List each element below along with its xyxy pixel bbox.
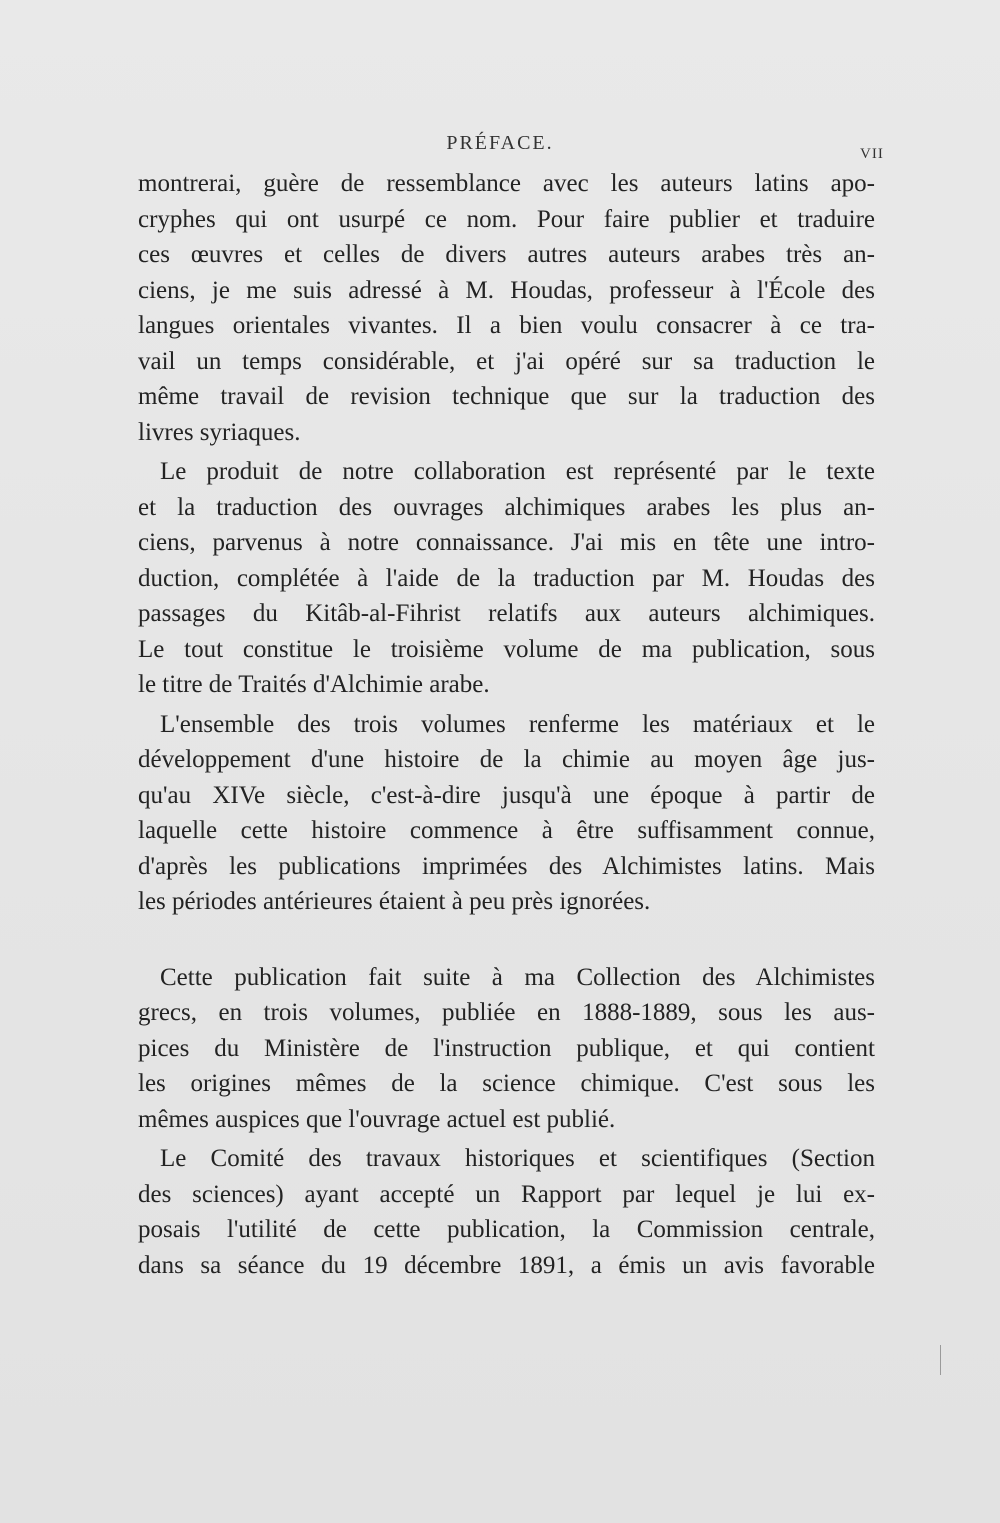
text-line: vail un temps considérable, et j'ai opéré sur sa traduction le — [138, 347, 875, 375]
paragraph-4 — [138, 960, 875, 1138]
text-line: développement d'une histoire de la chimie au moyen âge jus- — [138, 746, 875, 773]
section-break — [138, 924, 875, 960]
text-line: posais l'utilité de cette publication, la Commission centrale, — [138, 1216, 875, 1243]
text-line: dans sa séance du 19 décembre 1891, a émis un avis favorable — [138, 1251, 875, 1279]
text-line: Le Comité des travaux historiques et scientifiques (Section — [160, 1145, 875, 1172]
text-line: grecs, en trois volumes, publiée en 1888-1889, sous les aus- — [138, 999, 875, 1026]
text-line: même travail de revision technique que sur la traduction des — [138, 383, 875, 410]
text-line: le titre de Traités d'Alchimie arabe. — [138, 671, 490, 698]
text-line: ciens, parvenus à notre connaissance. J'ai mis en tête une intro- — [138, 529, 875, 556]
text-line: montrerai, guère de ressemblance avec les auteurs latins apo- — [138, 170, 875, 197]
text-line: Le tout constitue le troisième volume de ma publication, sous — [138, 635, 875, 663]
text-line: Cette publication fait suite à ma Collection des Alchimistes — [160, 963, 875, 991]
text-line: duction, complétée à l'aide de la traduction par M. Houdas des — [138, 564, 875, 592]
text-line: pices du Ministère de l'instruction publique, et qui contient — [138, 1034, 875, 1062]
text-line: et la traduction des ouvrages alchimiques arabes les plus an- — [138, 493, 875, 521]
text-line: L'ensemble des trois volumes renferme les matériaux et le — [160, 710, 875, 738]
paragraph-5 — [138, 1141, 875, 1283]
paragraph-1 — [138, 166, 875, 450]
body-text — [138, 166, 875, 1287]
text-line: d'après les publications imprimées des Alchimistes latins. Mais — [138, 852, 875, 880]
text-line: cryphes qui ont usurpé ce nom. Pour faire publier et traduire — [138, 205, 875, 233]
text-line: ces œuvres et celles de divers autres auteurs arabes très an- — [138, 241, 875, 268]
text-line: ciens, je me suis adressé à M. Houdas, professeur à l'École des — [138, 276, 875, 304]
running-head: PRÉFACE. — [446, 132, 554, 154]
page-number: VII — [860, 146, 884, 162]
text-line: langues orientales vivantes. Il a bien voulu consacrer à ce tra- — [138, 312, 875, 339]
paragraph-3 — [138, 707, 875, 920]
text-line: les origines mêmes de la science chimique. C'est sous les — [138, 1070, 875, 1097]
text-line: laquelle cette histoire commence à être suffisamment connue, — [138, 817, 875, 844]
text-line: livres syriaques. — [138, 418, 301, 446]
text-line: Le produit de notre collaboration est représenté par le texte — [160, 458, 875, 485]
text-line: des sciences) ayant accepté un Rapport par lequel je lui ex- — [138, 1180, 875, 1208]
text-line: les périodes antérieures étaient à peu près ignorées. — [138, 888, 651, 915]
text-line: passages du Kitâb-al-Fihrist relatifs aux auteurs alchimiques. — [138, 600, 875, 627]
paper-mark — [940, 1345, 941, 1375]
text-line: mêmes auspices que l'ouvrage actuel est publié. — [138, 1105, 616, 1133]
text-line: qu'au XIVe siècle, c'est-à-dire jusqu'à une époque à partir de — [138, 781, 875, 809]
paragraph-2 — [138, 454, 875, 703]
